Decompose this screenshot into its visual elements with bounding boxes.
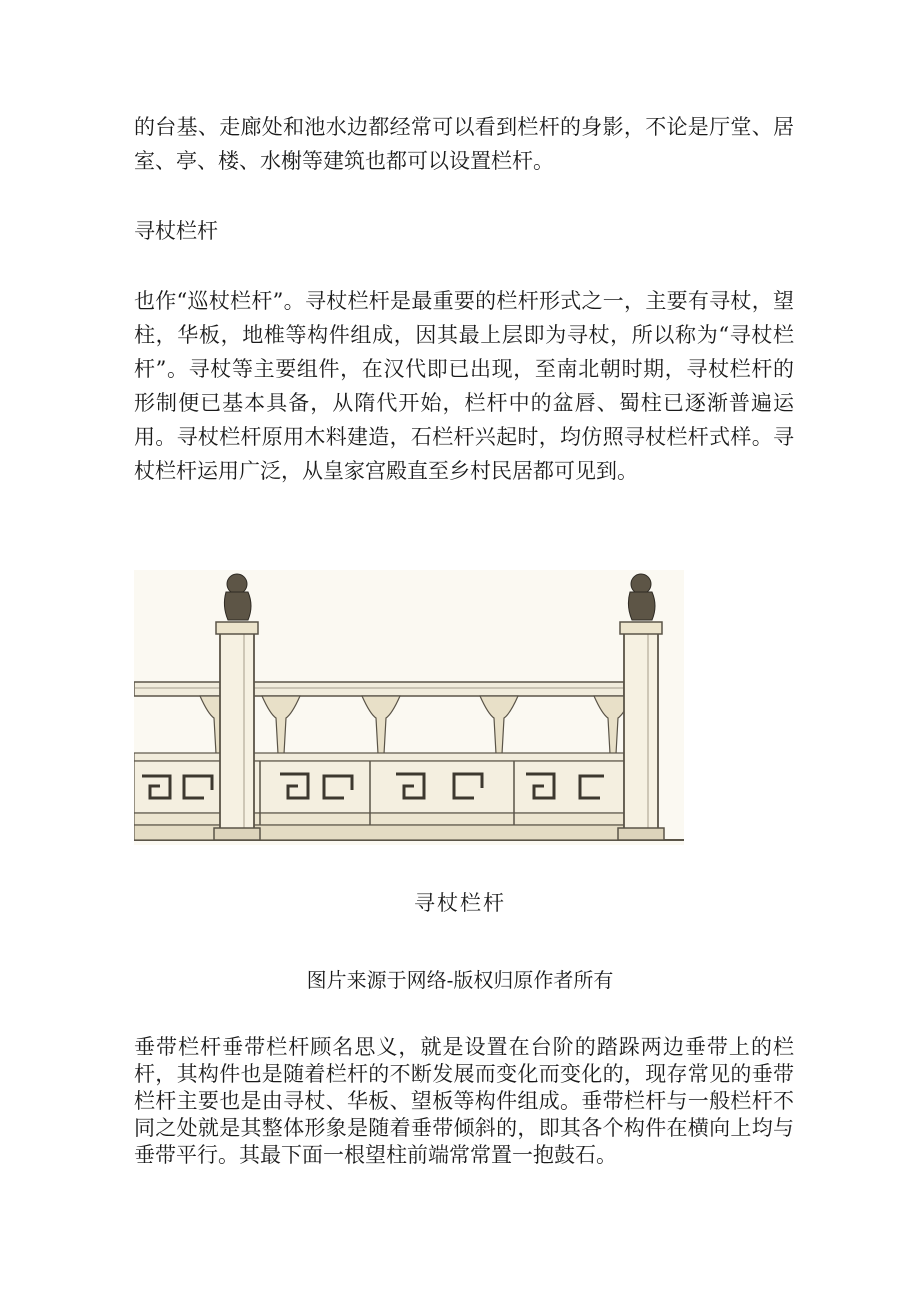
paragraph-xunzhang-description: 也作“巡杖栏杆”。寻杖栏杆是最重要的栏杆形式之一，主要有寻杖，望柱，华板，地椎等构件组成，因其最上层即为寻杖，所以称为“寻杖栏杆”。寻杖等主要组件，在汉代即已出现，至南北朝时期，寻杖栏杆的形制便已基本具备，从隋代开始，栏杆中的盆唇、蜀柱已逐渐普遍运用。寻杖栏杆原用木料建造，石栏杆兴起时，均仿照寻杖栏杆式样。寻杖栏杆运用广泛，从皇家宫殿直至乡村民居都可见到。 — [134, 289, 794, 483]
section-heading-xunzhang-railing: 寻杖栏杆 — [134, 219, 218, 243]
paragraph-chuidai-railing: 垂带栏杆垂带栏杆顾名思义，就是设置在台阶的踏跺两边垂带上的栏杆，其构件也是随着栏杆的不断发展而变化而变化的，现存常见的垂带栏杆主要也是由寻杖、华板、望板等构件组成。垂带栏杆与一般栏杆不同之处就是其整体形象是随着垂带倾斜的，即其各个构件在横向上均与垂带平行。其最下面一根望柱前端常常置一抱鼓石。 — [134, 1035, 794, 1167]
image-source-note: 图片来源于网络-版权归原作者所有 — [306, 968, 614, 992]
railing-illustration — [134, 570, 684, 845]
figure-caption: 寻杖栏杆 — [414, 891, 506, 915]
paragraph-railing-locations: 的台基、走廊处和池水边都经常可以看到栏杆的身影，不论是厅堂、居室、亭、楼、水榭等建筑也都可以设置栏杆。 — [134, 115, 794, 173]
